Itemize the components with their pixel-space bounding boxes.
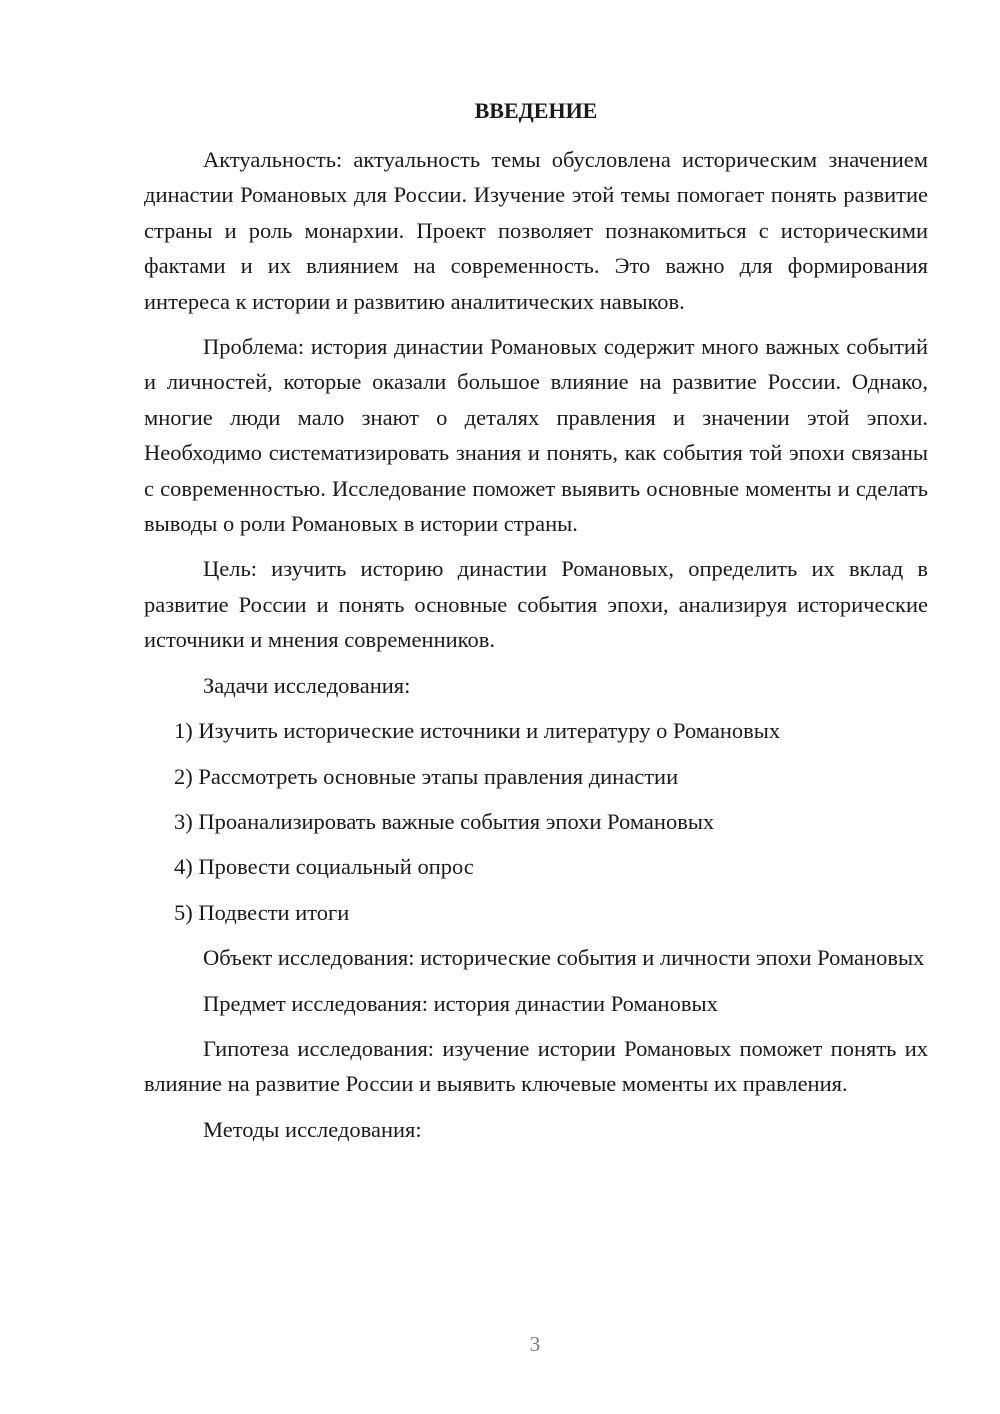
subject-paragraph: Предмет исследования: история династии Романовых [203, 990, 718, 1016]
relevance-paragraph: Актуальность: актуальность темы обусловлена историческим значением династии Романовых для России. Изучение этой темы помогает понять развитие страны и роль монархии. Проект позволяет познакомиться с историческими фактами и их влиянием на современность. Это важно для формирования интереса к истории и развитию аналитических навыков. [144, 147, 928, 314]
list-item: 2) Рассмотреть основные этапы правления династии [174, 763, 679, 789]
tasks-list [144, 713, 928, 930]
list-item: 1) Изучить исторические источники и литературу о Романовых [174, 718, 781, 744]
list-item: 5) Подвести итоги [174, 899, 350, 925]
tasks-heading: Задачи исследования: [203, 672, 411, 698]
section-title: ВВЕДЕНИЕ [474, 98, 598, 123]
list-item: 3) Проанализировать важные события эпохи Романовых [174, 808, 715, 834]
hypothesis-paragraph: Гипотеза исследования: изучение истории Романовых поможет понять их влияние на развитие России и выявить ключевые моменты их правления. [144, 1035, 928, 1097]
page-number: 3 [529, 1332, 541, 1356]
goal-paragraph: Цель: изучить историю династии Романовых, определить их вклад в развитие России и понять основные события эпохи, анализируя исторические источники и мнения современников. [144, 556, 928, 653]
methods-heading: Методы исследования: [203, 1116, 422, 1142]
list-item: 4) Провести социальный опрос [174, 854, 474, 880]
problem-paragraph: Проблема: история династии Романовых содержит много важных событий и личностей, которые оказали большое влияние на развитие России. Однако, многие люди мало знают о деталях правления и значении этой эпохи. Необходимо систематизировать знания и понять, как события той эпохи связаны с современностью. Исследование поможет выявить основные моменты и сделать выводы о роли Романовых в истории страны. [144, 334, 928, 537]
object-paragraph: Объект исследования: исторические события и личности эпохи Романовых [203, 945, 925, 971]
document-page [144, 94, 928, 1157]
